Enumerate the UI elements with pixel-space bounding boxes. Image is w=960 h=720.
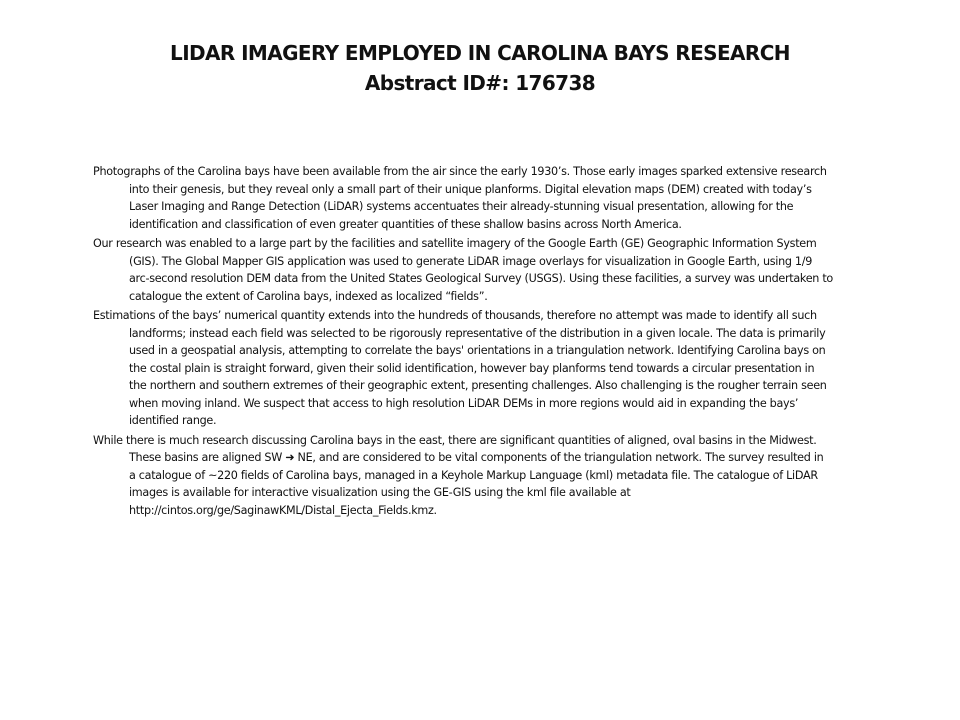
abstract-body bbox=[93, 163, 833, 521]
title-line-1: LIDAR IMAGERY EMPLOYED IN CAROLINA BAYS RESEARCH bbox=[170, 41, 790, 65]
paragraph-1: Photographs of the Carolina bays have been available from the air since the early 1930’s. Those early images sparked extensive research into their genesis, but they reveal only a small part of their unique planforms. Digital elevation maps (DEM) created with today’s Laser Imaging and Range Detection (LiDAR) systems accentuates their already-stunning visual presentation, allowing for the identification and classification of even greater quantities of these shallow basins across North America. bbox=[93, 165, 827, 231]
abstract-id: Abstract ID#: 176738 bbox=[364, 71, 596, 95]
paragraph-4: While there is much research discussing Carolina bays in the east, there are significant quantities of aligned, oval basins in the Midwest. These basins are aligned SW ➜ NE, and are considered to be vital components of the triangulation network. The survey resulted in a catalogue of ~220 fields of Carolina bays, managed in a Keyhole Markup Language (kml) metadata file. The catalogue of LiDAR images is available for interactive visualization using the GE-GIS using the kml file available at http://cintos.org/ge/SaginawKML/Distal_Ejecta_Fields.kmz. bbox=[93, 433, 824, 517]
paragraph-3: Estimations of the bays’ numerical quantity extends into the hundreds of thousands, therefore no attempt was made to identify all such landforms; instead each field was selected to be rigorously representative of the distribution in a given locale. The data is primarily used in a geospatial analysis, attempting to correlate the bays' orientations in a triangulation network. Identifying Carolina bays on the costal plain is straight forward, given their solid identification, however bay planforms tend towards a circular presentation in the northern and southern extremes of their geographic extent, presenting challenges. Also challenging is the rougher terrain seen when moving inland. We suspect that access to high resolution LiDAR DEMs in more regions would aid in expanding the bays’ identified range. bbox=[93, 309, 827, 427]
slide-title bbox=[0, 38, 960, 98]
paragraph-2: Our research was enabled to a large part by the facilities and satellite imagery of the Google Earth (GE) Geographic Information System (GIS). The Global Mapper GIS application was used to generate LiDAR image overlays for visualization in Google Earth, using 1/9 arc-second resolution DEM data from the United States Geological Survey (USGS). Using these facilities, a survey was undertaken to catalogue the extent of Carolina bays, indexed as localized “fields”. bbox=[93, 237, 833, 303]
